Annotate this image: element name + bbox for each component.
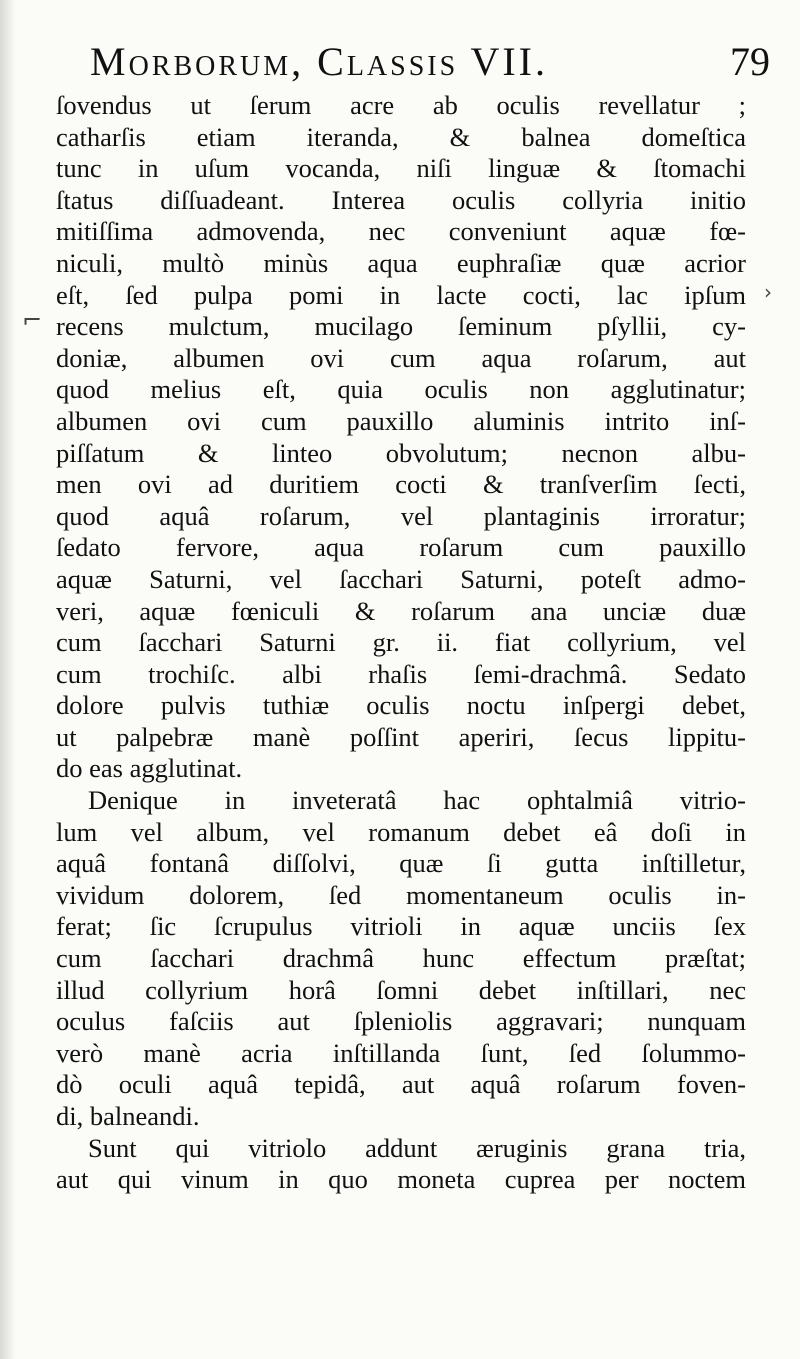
text-line: piſſatum & linteo obvolutum; necnon albu- [56, 437, 746, 468]
text-line: doniæ, albumen ovi cum aqua roſarum, aut [56, 342, 746, 373]
text-line: verò manè acria inſtillanda ſunt, ſed ſolummo- [56, 1037, 746, 1068]
text-line: catharſis etiam iteranda, & balnea domeſtica [56, 121, 746, 152]
running-head [90, 38, 770, 85]
page-number: 79 [730, 39, 770, 84]
text-line: ſedato fervore, aqua roſarum cum pauxillo [56, 532, 746, 563]
text-line: di, balneandi. [56, 1101, 200, 1131]
text-line: quod melius eſt, quia oculis non agglutinatur; [56, 374, 746, 405]
text-line: eſt, ſed pulpa pomi in lacte cocti, lac ipſum [56, 279, 746, 310]
text-line: men ovi ad duritiem cocti & tranſverſim ſecti, [56, 469, 746, 500]
text-line: Sunt qui vitriolo addunt æruginis grana tria, [88, 1132, 746, 1163]
text-line: do eas agglutinat. [56, 753, 243, 784]
text-line: ferat; ſic ſcrupulus vitrioli in aquæ unciis ſex [56, 911, 746, 942]
text-line: niculi, multò minùs aqua euphraſiæ quæ acrior [56, 247, 746, 278]
text-line: ſtatus diſſuadeant. Interea oculis collyria initio [56, 184, 746, 215]
page-gutter-shadow [0, 0, 16, 1359]
text-line: vividum dolorem, ſed momentaneum oculis in- [56, 879, 746, 910]
text-line: recens mulctum, mucilago ſeminum pſyllii, cy- [56, 311, 746, 342]
margin-mark-right: › [764, 280, 772, 304]
text-line: cum ſacchari Saturni gr. ii. fiat collyrium, vel [56, 627, 746, 658]
text-line: dò oculi aquâ tepidâ, aut aquâ roſarum foven- [56, 1069, 746, 1100]
text-line: tunc in uſum vocanda, niſi linguæ & ſtomachi [56, 153, 746, 184]
margin-mark-left: ⌐ [22, 306, 43, 334]
text-line: cum ſacchari drachmâ hunc effectum præſtat; [56, 943, 746, 974]
text-line: aut qui vinum in quo moneta cuprea per noctem [56, 1164, 746, 1195]
text-line: quod aquâ roſarum, vel plantaginis irroratur; [56, 500, 746, 531]
text-line: Denique in inveteratâ hac ophtalmiâ vitrio- [88, 785, 746, 816]
text-line: cum trochiſc. albi rhaſis ſemi-drachmâ. Sedato [56, 658, 746, 689]
body-text [56, 90, 746, 1196]
text-line: illud collyrium horâ ſomni debet inſtillari, nec [56, 974, 746, 1005]
text-line: aquæ Saturni, vel ſacchari Saturni, poteſt admo- [56, 563, 746, 594]
text-line: ſovendus ut ſerum acre ab oculis revellatur ; [56, 90, 746, 120]
text-line: dolore pulvis tuthiæ oculis noctu inſpergi debet, [56, 690, 746, 721]
text-line: oculus faſciis aut ſpleniolis aggravari; nunquam [56, 1006, 746, 1037]
text-line: veri, aquæ fœniculi & roſarum ana unciæ duæ [56, 595, 746, 626]
text-line: mitiſſima admovenda, nec conveniunt aquæ fœ- [56, 216, 746, 247]
text-line: albumen ovi cum pauxillo aluminis intrito inſ- [56, 405, 746, 436]
text-line: aquâ fontanâ diſſolvi, quæ ſi gutta inſtilletur, [56, 848, 746, 879]
text-line: ut palpebræ manè poſſint aperiri, ſecus lippitu- [56, 721, 746, 752]
text-line: lum vel album, vel romanum debet eâ doſi in [56, 816, 746, 847]
running-head-title: Morborum, Classis VII. [90, 39, 549, 84]
